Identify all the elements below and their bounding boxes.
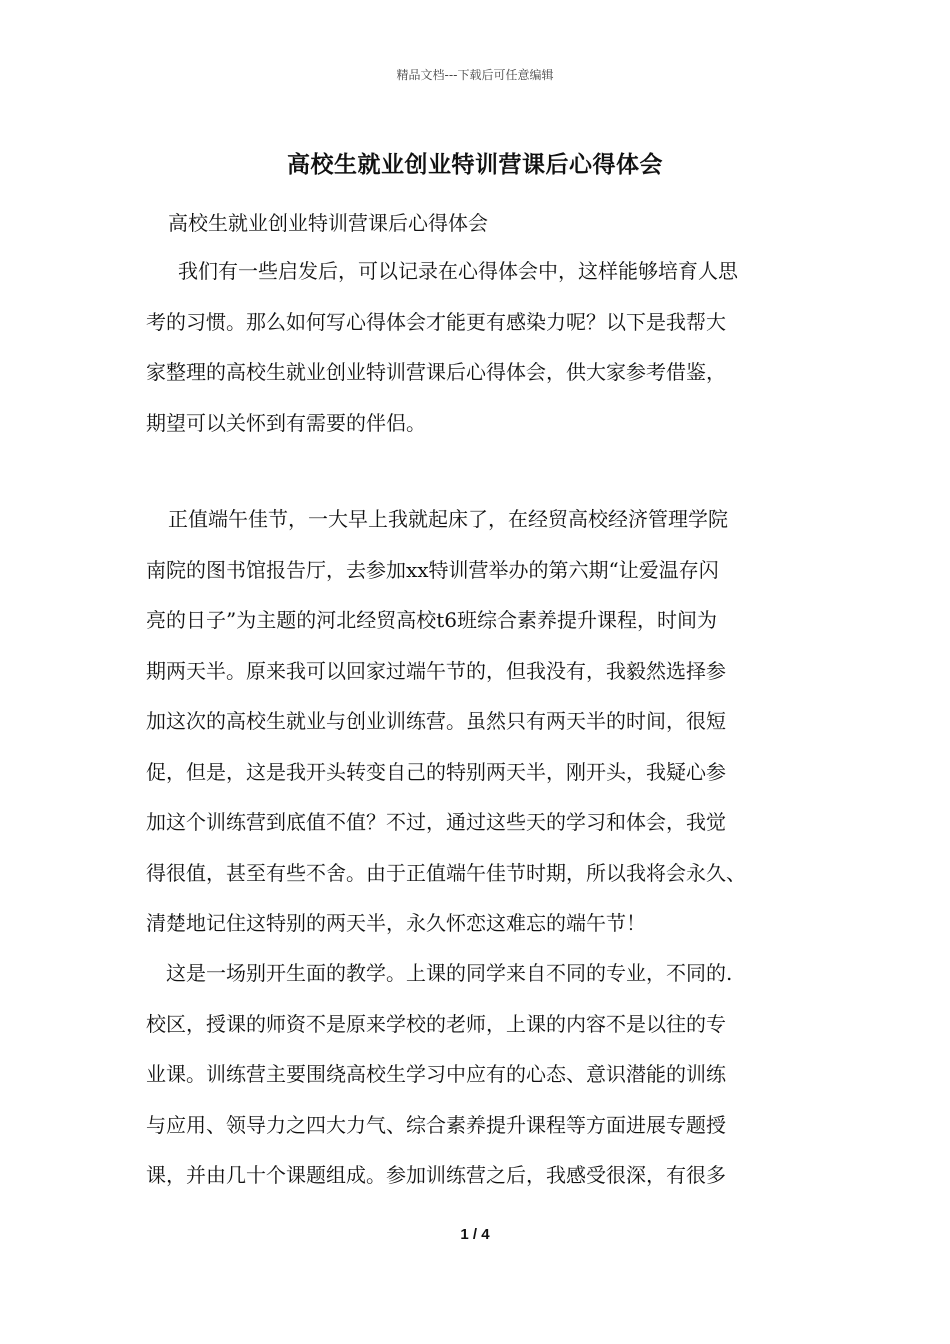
paragraph-line: 考的习惯。那么如何写心得体会才能更有感染力呢？以下是我帮大 — [146, 309, 726, 334]
paragraph-line: 校区，授课的师资不是原来学校的老师，上课的内容不是以往的专 — [146, 1011, 726, 1036]
paragraph-line: 家整理的高校生就业创业特训营课后心得体会，供大家参考借鉴， — [146, 360, 726, 384]
paragraph-line: 我们有一些启发后，可以记录在心得体会中，这样能够培育人思 — [178, 259, 738, 283]
paragraph-line: 这是一场别开生面的教学。上课的同学来自不同的专业，不同的. — [166, 961, 733, 985]
paragraph-intro — [146, 246, 826, 448]
paragraph-line: 南院的图书馆报告厅，去参加xx特训营举办的第六期“让爱温存闪 — [146, 557, 719, 582]
page-number: 1 / 4 — [460, 1226, 490, 1243]
paragraph-teaching — [146, 948, 826, 1201]
paragraph-line: 正值端午佳节，一大早上我就起床了，在经贸高校经济管理学院 — [168, 507, 728, 531]
paragraph-line: 促，但是，这是我开头转变自己的特别两天半，刚开头，我疑心参 — [146, 759, 726, 784]
paragraph-dragon-boat — [146, 494, 826, 949]
paragraph-line: 期望可以关怀到有需要的伴侣。 — [146, 410, 426, 435]
document-subtitle: 高校生就业创业特训营课后心得体会 — [168, 211, 488, 235]
paragraph-line: 期两天半。原来我可以回家过端午节的，但我没有，我毅然选择参 — [146, 658, 726, 683]
paragraph-line: 加这个训练营到底值不值？不过，通过这些天的学习和体会，我觉 — [146, 810, 726, 834]
paragraph-line: 得很值，甚至有些不舍。由于正值端午佳节时期，所以我将会永久、 — [146, 860, 746, 885]
paragraph-line: 业课。训练营主要围绕高校生学习中应有的心态、意识潜能的训练 — [146, 1062, 726, 1086]
header-note: 精品文档---下载后可任意编辑 — [396, 68, 554, 82]
paragraph-line: 与应用、领导力之四大力气、综合素养提升课程等方面进展专题授 — [146, 1112, 726, 1137]
paragraph-line: 清楚地记住这特别的两天半，永久怀恋这难忘的端午节！ — [146, 911, 646, 935]
paragraph-line: 课，并由几十个课题组成。参加训练营之后，我感受很深，有很多 — [146, 1163, 726, 1187]
paragraph-line: 加这次的高校生就业与创业训练营。虽然只有两天半的时间，很短 — [146, 709, 726, 733]
paragraph-line: 亮的日子”为主题的河北经贸高校t6班综合素养提升课程，时间为 — [146, 608, 717, 632]
document-title: 高校生就业创业特训营课后心得体会 — [287, 151, 663, 178]
